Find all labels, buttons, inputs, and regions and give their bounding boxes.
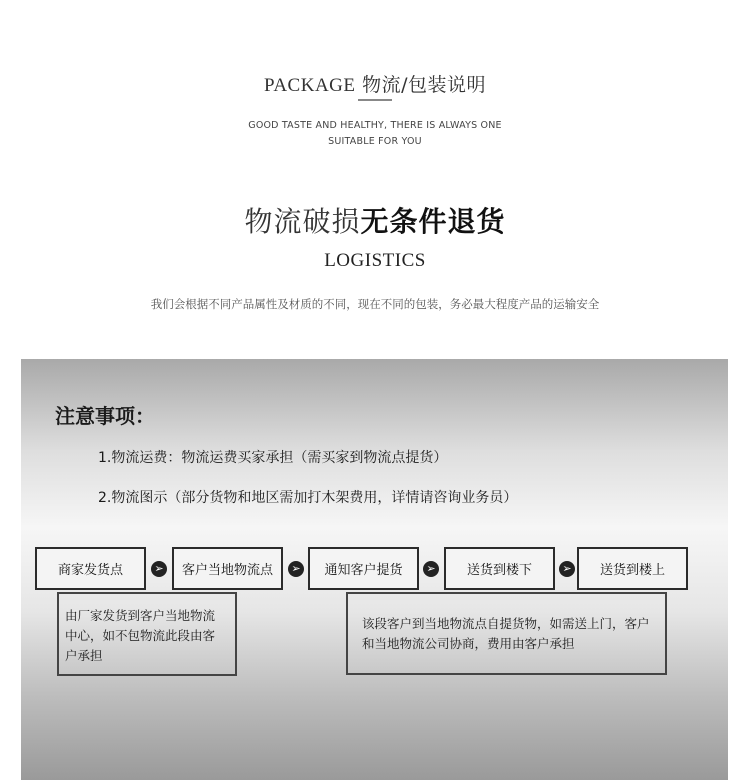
- hero-title: [0, 200, 750, 240]
- flow-arrow-icon: ➢: [423, 561, 439, 577]
- flow-arrow-icon: ➢: [151, 561, 167, 577]
- flow-arrow-icon: ➢: [559, 561, 575, 577]
- tagline-line-2: SUITABLE FOR YOU: [328, 136, 422, 147]
- title-underline: [358, 99, 392, 101]
- flow-step-upstairs: 送货到楼上: [577, 547, 688, 590]
- flow-step-merchant: 商家发货点: [35, 547, 146, 590]
- flow-detail-merchant: 由厂家发货到客户当地物流中心，如不包物流此段由客户承担: [57, 592, 237, 676]
- flow-detail-pickup: 该段客户到当地物流点自提货物，如需送上门，客户和当地物流公司协商，费用由客户承担: [346, 592, 667, 675]
- hero-title-part1: 物流破损: [244, 205, 361, 238]
- flow-step-local-logistics: 客户当地物流点: [172, 547, 283, 590]
- package-title-en: PACKAGE: [264, 75, 356, 96]
- flow-step-downstairs: 送货到楼下: [444, 547, 555, 590]
- package-title-cn: 物流/包装说明: [362, 74, 486, 96]
- tagline: [0, 118, 750, 150]
- tagline-line-1: GOOD TASTE AND HEALTHY, THERE IS ALWAYS ONE: [248, 120, 502, 131]
- hero-title-part2: 无条件退货: [360, 205, 506, 238]
- flow-step-notify: 通知客户提货: [308, 547, 419, 590]
- flow-arrow-icon: ➢: [288, 561, 304, 577]
- notice-title: 注意事项：: [55, 404, 155, 428]
- notice-item-2: 2.物流图示（部分货物和地区需加打木架费用，详情请咨询业务员）: [98, 490, 518, 506]
- hero-subtitle: LOGISTICS: [324, 250, 426, 271]
- hero-description: 我们会根据不同产品属性及材质的不同，现在不同的包装，务必最大程度产品的运输安全: [150, 297, 600, 311]
- notice-item-1: 1.物流运费：物流运费买家承担（需买家到物流点提货）: [98, 450, 448, 466]
- package-title: [0, 70, 750, 97]
